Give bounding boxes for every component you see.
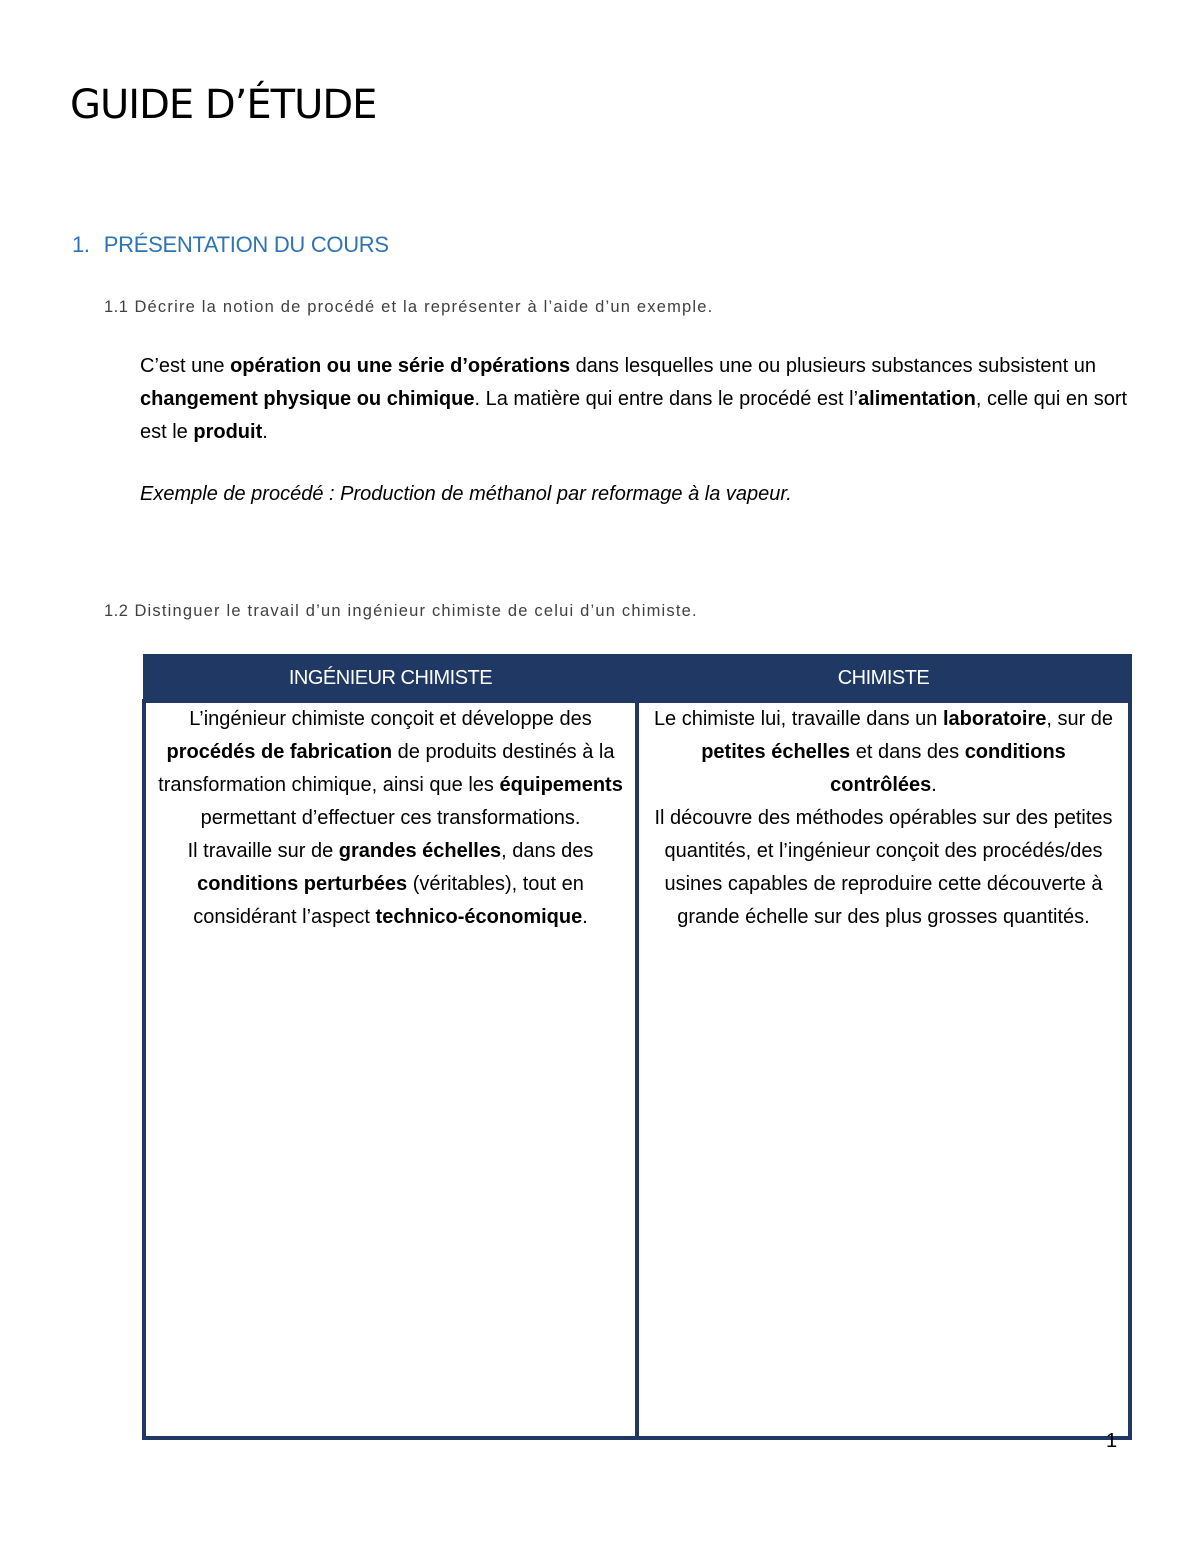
text-run: et dans des (850, 741, 965, 763)
subsection-number: 1.2 (104, 602, 129, 620)
bold-term: conditions contrôlées (830, 741, 1066, 796)
comparison-table (142, 654, 1132, 1440)
paragraph (649, 703, 1118, 802)
text-run: (véritables), tout en considérant l’aspect (193, 873, 584, 928)
text-run: . (582, 906, 588, 928)
bold-term: produit (193, 421, 263, 443)
text-run: . (262, 421, 268, 443)
text-run: dans lesquelles une ou plusieurs substances subsistent un (570, 355, 1097, 377)
text-run: . La matière qui entre dans le procédé est l’ (474, 388, 859, 410)
text-run: Il travaille sur de (187, 840, 339, 862)
text-run: , sur de (1046, 708, 1114, 730)
cell-chemical-engineer (144, 701, 637, 1438)
bold-term: équipements (499, 774, 623, 796)
table-row (144, 701, 1130, 1438)
text-run: , dans des (501, 840, 594, 862)
table-header-row (144, 656, 1130, 702)
process-example: Exemple de procédé : Production de méthanol par reformage à la vapeur. (140, 483, 792, 505)
bold-term: alimentation (858, 388, 976, 410)
page-number: 1 (1106, 1430, 1118, 1452)
bold-term: conditions perturbées (197, 873, 408, 895)
bold-term: changement physique ou chimique (140, 388, 475, 410)
bold-term: grandes échelles (338, 840, 502, 862)
subsection-heading-1-2 (104, 602, 698, 621)
section-heading (72, 232, 389, 258)
cell-chemist (637, 701, 1130, 1438)
bold-term: procédés de fabrication (166, 741, 393, 763)
paragraph (156, 703, 625, 835)
text-run: Le chimiste lui, travaille dans un (653, 708, 943, 730)
section-number: 1. (72, 232, 90, 257)
text-run: permettant d’effectuer ces transformations. (200, 807, 581, 829)
header-chemical-engineer: INGÉNIEUR CHIMISTE (144, 656, 637, 702)
text-run: , celle qui en sort est le (140, 388, 1128, 443)
text-run: . (931, 774, 937, 796)
page-title: GUIDE D’ÉTUDE (70, 82, 377, 128)
text-run: de produits destinés à la transformation chimique, ainsi que les (158, 741, 615, 796)
subsection-heading-1-1 (104, 298, 713, 317)
text-run: C’est une (140, 355, 231, 377)
process-definition (140, 350, 1140, 449)
paragraph: Il découvre des méthodes opérables sur des petites quantités, et l’ingénieur conçoit des procédés/des usines capables de reproduire cette découverte à grande échelle sur des plus grosses quantités. (654, 807, 1113, 928)
paragraph (156, 835, 625, 934)
bold-term: laboratoire (942, 708, 1047, 730)
subsection-title: Décrire la notion de procédé et la représenter à l’aide d’un exemple. (134, 298, 714, 316)
subsection-title: Distinguer le travail d’un ingénieur chimiste de celui d’un chimiste. (134, 602, 698, 620)
section-title: PRÉSENTATION DU COURS (103, 232, 389, 257)
bold-term: petites échelles (701, 741, 851, 763)
subsection-number: 1.1 (104, 298, 129, 316)
bold-term: opération ou une série d’opérations (230, 355, 571, 377)
bold-term: technico-économique (375, 906, 583, 928)
header-chemist: CHIMISTE (637, 656, 1130, 702)
text-run: L’ingénieur chimiste conçoit et développe des (189, 708, 592, 730)
